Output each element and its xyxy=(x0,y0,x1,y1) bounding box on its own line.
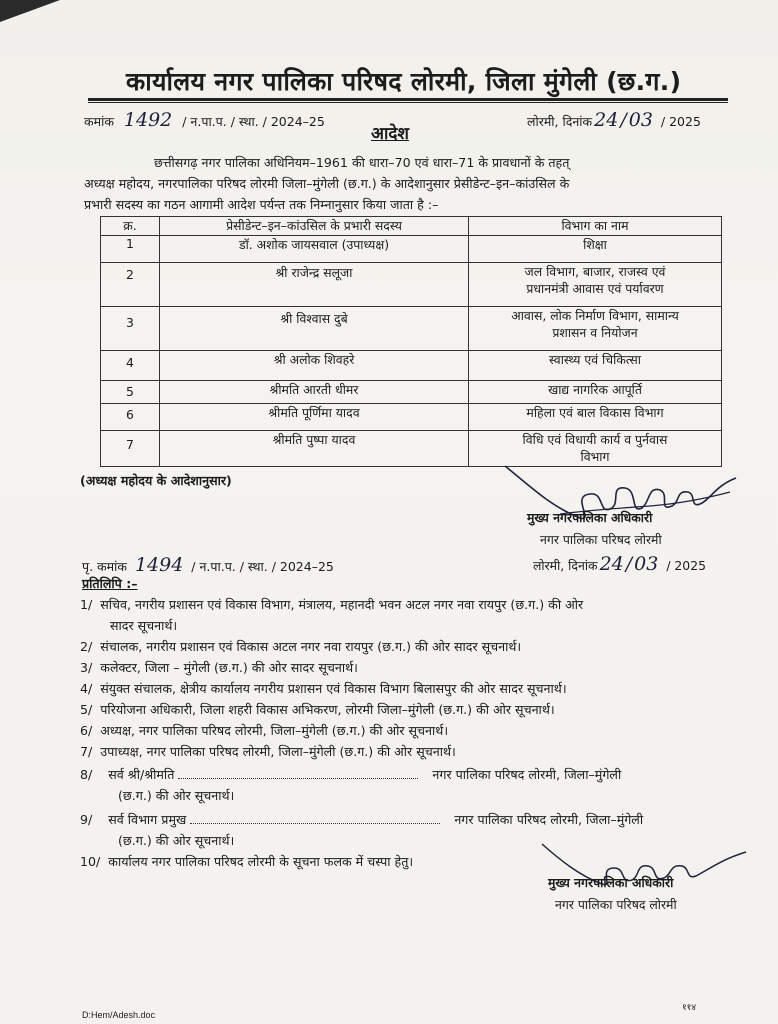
item-text: अध्यक्ष, नगर पालिका परिषद लोरमी, जिला–मुंगेली (छ.ग.) की ओर सूचनार्थ। xyxy=(100,723,449,738)
intro-paragraph xyxy=(84,152,724,215)
list-item-continuation: (छ.ग.) की ओर सूचनार्थ। xyxy=(118,833,235,848)
row-member: डॉ. अशोक जायसवाल (उपाध्यक्ष) xyxy=(160,236,469,263)
signature1-office: नगर पालिका परिषद लोरमी xyxy=(540,532,662,547)
dept-line: महिला एवं बाल विकास विभाग xyxy=(526,405,664,420)
item-number: 10/ xyxy=(80,854,101,869)
item-number: 6/ xyxy=(80,723,93,738)
item-text: परियोजना अधिकारी, जिला शहरी विकास अभिकरण, लोरमी जिला–मुंगेली (छ.ग.) की ओर सूचनार्थ। xyxy=(100,702,555,717)
header-serial: क्र. xyxy=(101,217,160,236)
list-item-continuation: (छ.ग.) की ओर सूचनार्थ। xyxy=(118,788,235,803)
list-item xyxy=(80,701,555,718)
intro-line-1: छत्तीसगढ़ नगर पालिका अधिनियम–1961 की धारा–70 एवं धारा–71 के प्रावधानों के तहत् xyxy=(154,155,570,170)
row-department xyxy=(469,307,722,351)
signature2-office: नगर पालिका परिषद लोरमी xyxy=(555,897,677,912)
ref-label: कमांक xyxy=(84,114,114,129)
item-text: नगर पालिका परिषद लोरमी, जिला–मुंगेली xyxy=(432,767,622,782)
row-department xyxy=(469,381,722,404)
table-row xyxy=(101,263,722,307)
row-serial: 3 xyxy=(101,307,160,351)
list-item-continuation: सादर सूचनार्थ। xyxy=(110,618,178,633)
order-place-date xyxy=(527,109,701,131)
council-members-table xyxy=(100,216,722,467)
row-member: श्रीमति आरती धीमर xyxy=(160,381,469,404)
row-department xyxy=(469,404,722,431)
item-number: 7/ xyxy=(80,744,93,759)
row-department xyxy=(469,263,722,307)
date-day-handwritten: 24 xyxy=(594,109,619,131)
table-row xyxy=(101,307,722,351)
date-day-handwritten: 24 xyxy=(599,553,624,575)
dept-line: विधि एवं विधायी कार्य व पुर्नवास xyxy=(522,432,668,447)
list-item xyxy=(80,659,358,676)
item-text: कलेक्टर, जिला – मुंगेली (छ.ग.) की ओर सादर सूचनार्थ। xyxy=(100,660,358,675)
dept-line: स्वास्थ्य एवं चिकित्सा xyxy=(548,352,641,367)
ref-rest: / न.पा.प. / स्था. / 2024–25 xyxy=(182,114,325,129)
item-text: कार्यालय नगर पालिका परिषद लोरमी के सूचना फलक में चस्पा हेतु। xyxy=(108,854,414,869)
order-reference xyxy=(84,109,325,131)
date-separator: / xyxy=(625,553,633,575)
list-item xyxy=(80,596,583,613)
row-serial: 1 xyxy=(101,236,160,263)
item-text: सर्व श्री/श्रीमति xyxy=(108,767,175,782)
list-item xyxy=(80,811,643,828)
copy-to-label: प्रतिलिपि :– xyxy=(82,576,138,591)
endorsement-ref-label: पृ. कमांक xyxy=(82,559,127,574)
dept-line: शिक्षा xyxy=(583,237,607,252)
endorsement-ref-number-handwritten: 1494 xyxy=(134,554,184,576)
dept-line: प्रधानमंत्री आवास एवं पर्यावरण xyxy=(526,281,664,296)
item-text: उपाध्यक्ष, नगर पालिका परिषद लोरमी, जिला–मुंगेली (छ.ग.) की ओर सूचनार्थ। xyxy=(100,744,456,759)
item-number: 8/ xyxy=(80,767,93,782)
scan-corner-shadow xyxy=(0,0,60,22)
signature1-designation: मुख्य नगरपालिका अधिकारी xyxy=(527,510,653,525)
header-member: प्रेसीडेन्ट–इन–कांउसिल के प्रभारी सदस्य xyxy=(160,217,469,236)
item-text: संयुक्त संचालक, क्षेत्रीय कार्यालय नगरीय प्रशासन एवं विकास विभाग बिलासपुर की ओर सादर सूचनार्थ। xyxy=(100,681,567,696)
row-member: श्री अलोक शिवहरे xyxy=(160,351,469,381)
list-item xyxy=(80,638,521,655)
order-heading: आदेश xyxy=(371,124,409,144)
table-row xyxy=(101,381,722,404)
item-number: 1/ xyxy=(80,597,93,612)
table-row xyxy=(101,404,722,431)
page-mark: ११४ xyxy=(682,1003,697,1013)
row-member: श्री राजेन्द्र सलूजा xyxy=(160,263,469,307)
place-date-label: लोरमी, दिनांक xyxy=(533,558,598,573)
item-number: 4/ xyxy=(80,681,93,696)
item-number: 3/ xyxy=(80,660,93,675)
date-separator: / xyxy=(620,109,627,131)
date-month-handwritten: 03 xyxy=(628,109,653,131)
list-item xyxy=(80,853,413,870)
row-serial: 6 xyxy=(101,404,160,431)
list-item xyxy=(80,680,567,697)
row-serial: 2 xyxy=(101,263,160,307)
intro-line-3: प्रभारी सदस्य का गठन आगामी आदेश पर्यन्त तक निम्नानुसार किया जाता है :– xyxy=(84,197,439,212)
table-header-row xyxy=(101,217,722,236)
table-row xyxy=(101,351,722,381)
table-row xyxy=(101,236,722,263)
ref-number-handwritten: 1492 xyxy=(123,109,173,131)
signature1-place-date xyxy=(533,553,706,575)
list-item xyxy=(80,743,456,760)
place-date-label: लोरमी, दिनांक xyxy=(527,114,593,129)
fill-in-blank-line xyxy=(190,823,440,824)
dept-line: आवास, लोक निर्माण विभाग, सामान्य xyxy=(511,308,679,323)
item-number: 9/ xyxy=(80,812,93,827)
date-year: / 2025 xyxy=(660,114,701,129)
header-rule-thin xyxy=(88,102,728,103)
row-department xyxy=(469,236,722,263)
row-member: श्रीमति पूर्णिमा यादव xyxy=(160,404,469,431)
item-number: 2/ xyxy=(80,639,93,654)
dept-line: विभाग xyxy=(580,449,610,464)
item-text: संचालक, नगरीय प्रशासन एवं विकास अटल नगर नवा रायपुर (छ.ग.) की ओर सादर सूचनार्थ। xyxy=(100,639,522,654)
date-month-handwritten: 03 xyxy=(634,553,659,575)
dept-line: प्रशासन व नियोजन xyxy=(552,325,638,340)
row-member: श्री विश्वास दुबे xyxy=(160,307,469,351)
by-order-note: (अध्यक्ष महोदय के आदेशानुसार) xyxy=(80,473,232,488)
dept-line: खाद्य नागरिक आपूर्ति xyxy=(548,382,642,397)
office-title: कार्यालय नगर पालिका परिषद लोरमी, जिला मुंगेली (छ.ग.) xyxy=(126,67,682,96)
row-serial: 4 xyxy=(101,351,160,381)
file-path-footer: D:Hem/Adesh.doc xyxy=(82,1010,156,1020)
intro-line-2: अध्यक्ष महोदय, नगरपालिका परिषद लोरमी जिला–मुंगेली (छ.ग.) के आदेशानुसार प्रेसीडेन्ट–इन–कांउसिल के xyxy=(84,176,570,191)
item-number: 5/ xyxy=(80,702,93,717)
header-department: विभाग का नाम xyxy=(469,217,722,236)
row-serial: 5 xyxy=(101,381,160,404)
row-member: श्रीमति पुष्पा यादव xyxy=(160,431,469,467)
item-text: सचिव, नगरीय प्रशासन एवं विकास विभाग, मंत्रालय, महानदी भवन अटल नगर नवा रायपुर (छ.ग.) की ओर xyxy=(100,597,584,612)
header-rule-thick xyxy=(88,98,728,101)
date-year: / 2025 xyxy=(666,558,706,573)
endorsement-ref-rest: / न.पा.प. / स्था. / 2024–25 xyxy=(191,559,334,574)
dept-line: जल विभाग, बाजार, राजस्व एवं xyxy=(524,264,666,279)
list-item xyxy=(80,722,448,739)
item-text: सर्व विभाग प्रमुख xyxy=(108,812,187,827)
row-department xyxy=(469,351,722,381)
endorsement-reference xyxy=(82,554,334,576)
signature2-designation: मुख्य नगरपालिका अधिकारी xyxy=(548,875,674,890)
row-serial: 7 xyxy=(101,431,160,467)
fill-in-blank-line xyxy=(178,778,418,779)
list-item xyxy=(80,766,621,783)
item-text: नगर पालिका परिषद लोरमी, जिला–मुंगेली xyxy=(454,812,644,827)
